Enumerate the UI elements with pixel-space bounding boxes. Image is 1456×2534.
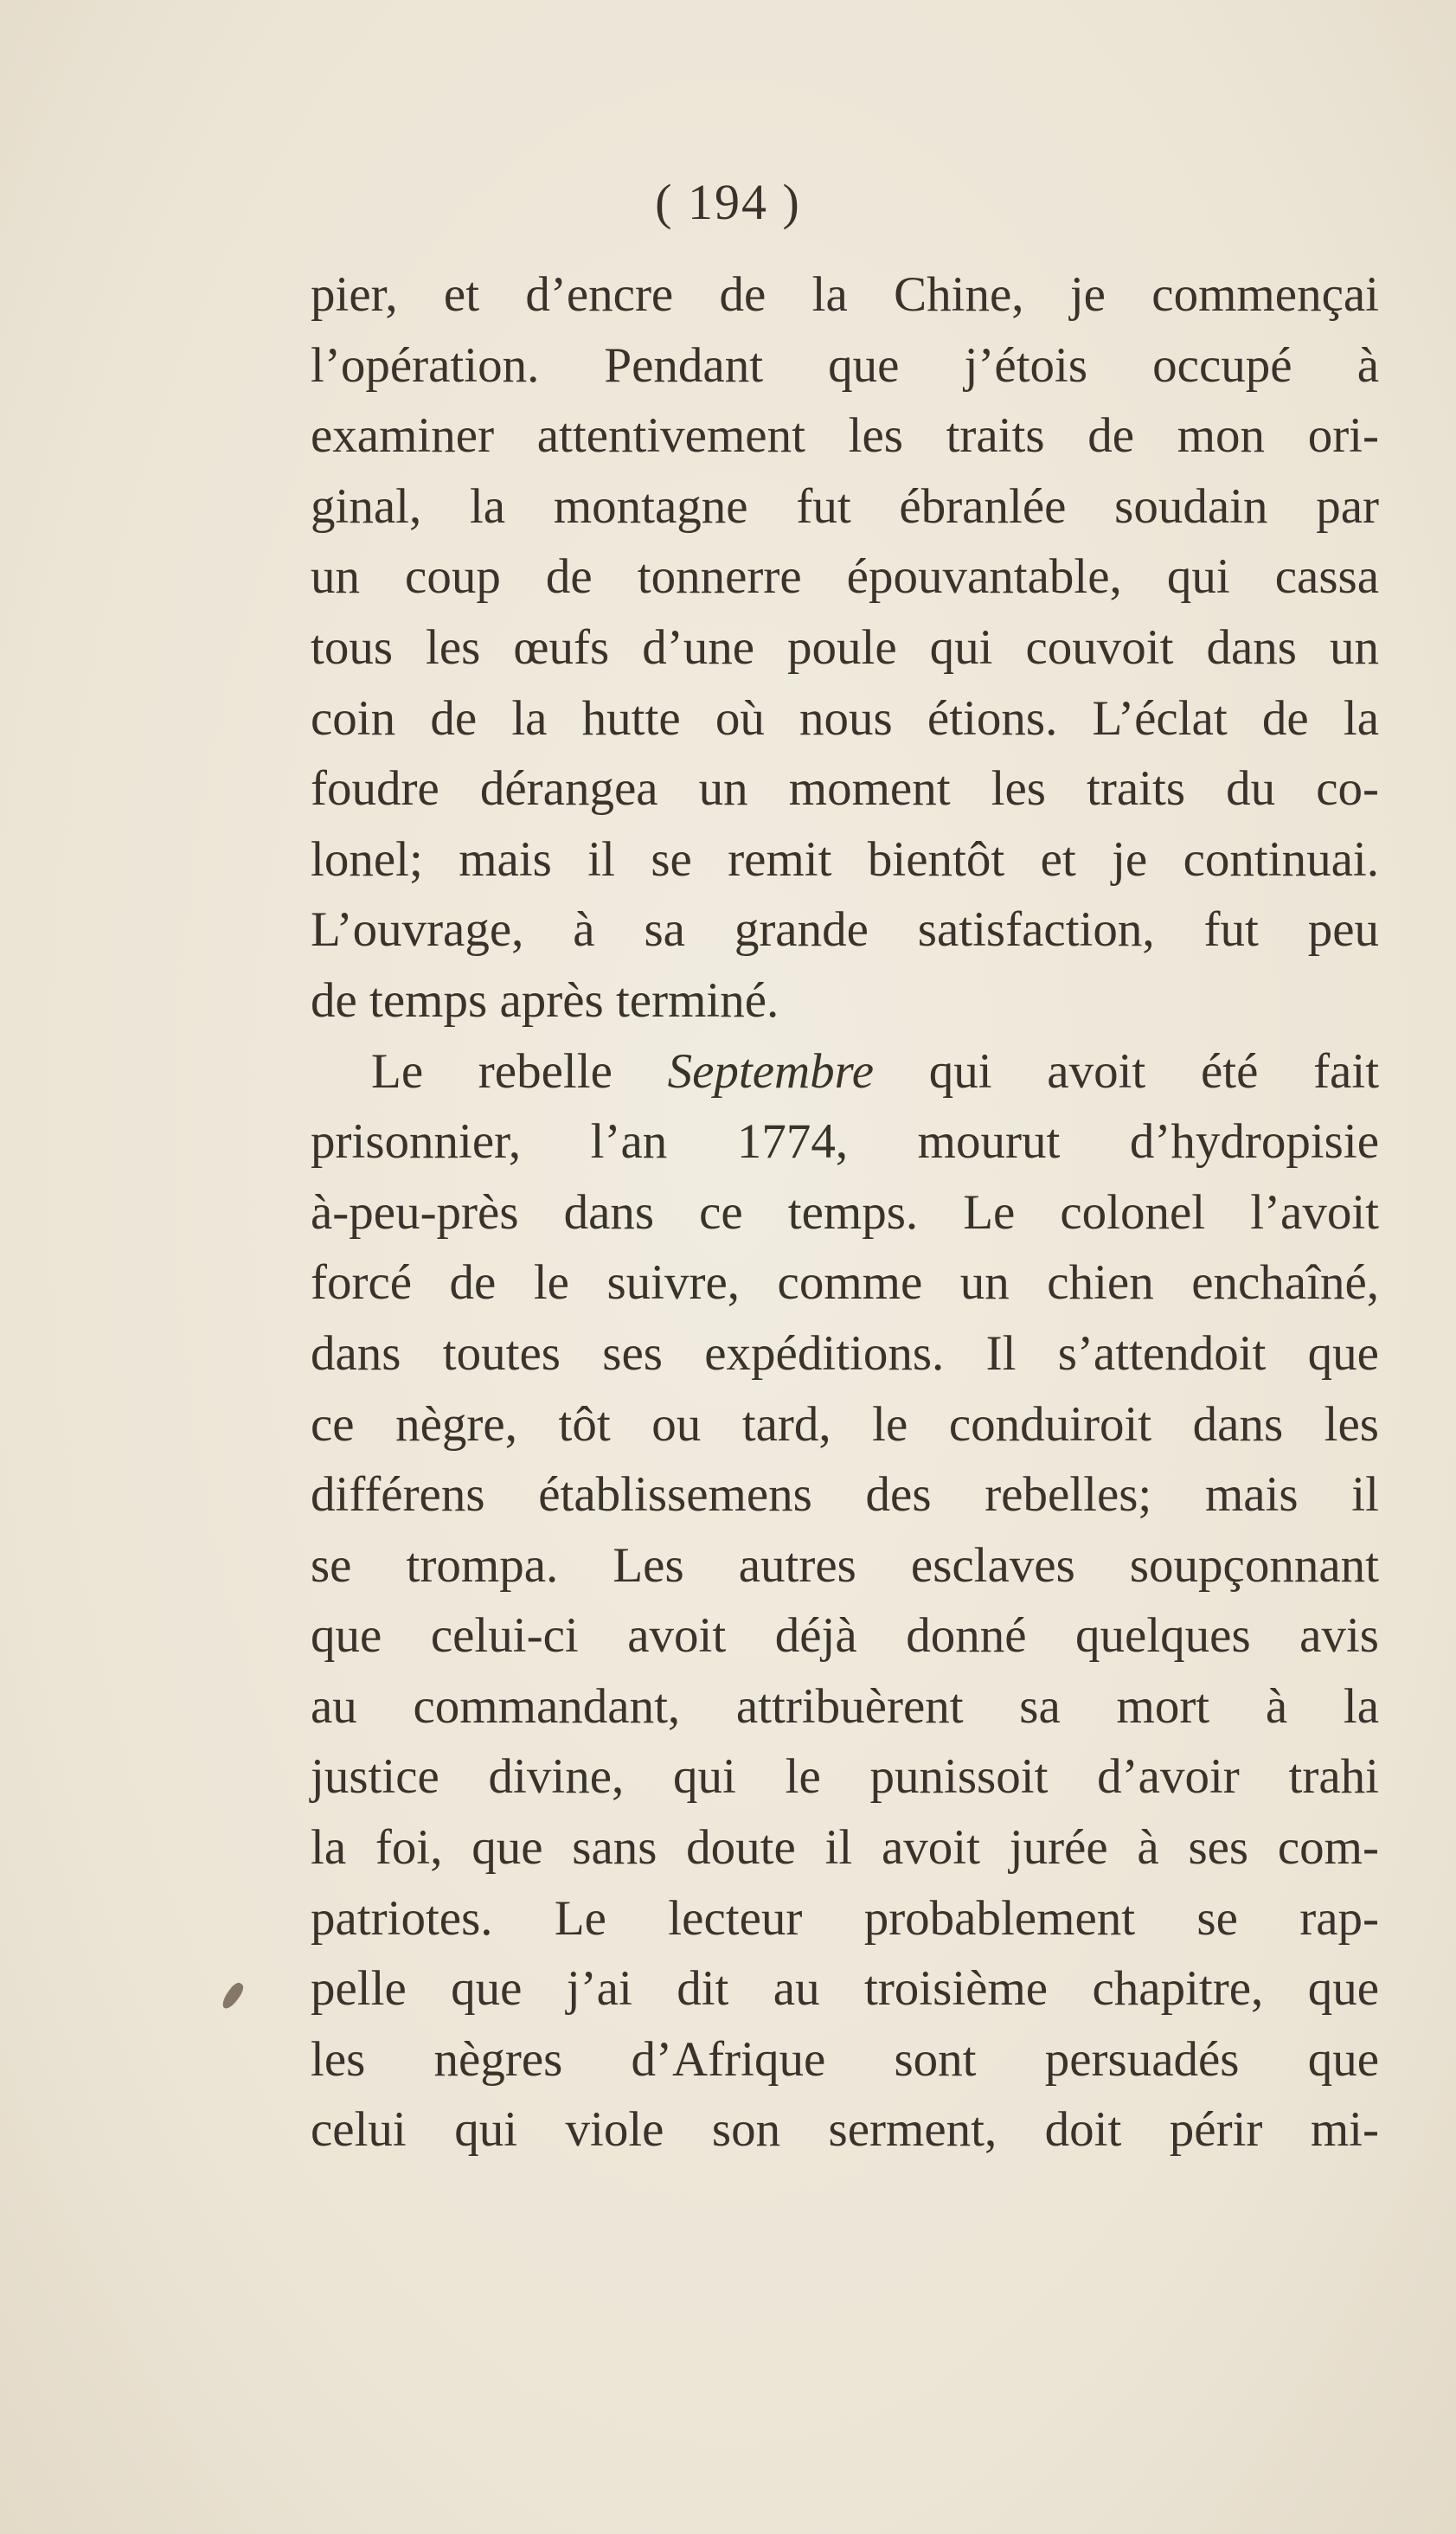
text-line: de temps après terminé. bbox=[311, 972, 779, 1028]
text-line: pier, et d’encre de la Chine, je commençai bbox=[311, 267, 1379, 322]
text-line: forcé de le suivre, comme un chien enchaîné, bbox=[311, 1255, 1379, 1311]
text-line: prisonnier, l’an 1774, mourut d’hydropisie bbox=[311, 1114, 1379, 1170]
text-line: patriotes. Le lecteur probablement se rap- bbox=[311, 1890, 1379, 1946]
page-text bbox=[311, 260, 1379, 2165]
text-line: pelle que j’ai dit au troisième chapitre, que bbox=[311, 1961, 1379, 2017]
text-run: Le rebelle bbox=[371, 1043, 613, 1099]
text-line: différens établissemens des rebelles; mais il bbox=[311, 1467, 1379, 1523]
text-line: justice divine, qui le punissoit d’avoir trahi bbox=[311, 1749, 1379, 1805]
page-number: ( 194 ) bbox=[655, 174, 801, 230]
text-line: un coup de tonnerre épouvantable, qui cassa bbox=[311, 549, 1379, 605]
paragraph-first-line bbox=[311, 1036, 1379, 1107]
text-line: les nègres d’Afrique sont persuadés que bbox=[311, 2031, 1379, 2087]
text-line: celui qui viole son serment, doit périr mi- bbox=[311, 2102, 1379, 2158]
text-line: que celui-ci avoit déjà donné quelques avis bbox=[311, 1608, 1379, 1664]
text-line: la foi, que sans doute il avoit jurée à ses com- bbox=[311, 1820, 1379, 1876]
ink-blot bbox=[220, 1980, 247, 2011]
text-line: coin de la hutte où nous étions. L’éclat de la bbox=[311, 690, 1379, 746]
text-line: se trompa. Les autres esclaves soupçonnant bbox=[311, 1537, 1379, 1593]
text-line: dans toutes ses expéditions. Il s’attendoit que bbox=[311, 1325, 1379, 1381]
text-line: L’ouvrage, à sa grande satisfaction, fut peu bbox=[311, 902, 1379, 958]
text-line: lonel; mais il se remit bientôt et je continuai. bbox=[311, 831, 1379, 887]
text-line: à-peu-près dans ce temps. Le colonel l’avoit bbox=[311, 1184, 1379, 1240]
text-line: examiner attentivement les traits de mon ori- bbox=[311, 408, 1379, 464]
text-run: qui avoit été fait bbox=[928, 1043, 1380, 1099]
text-line: foudre dérangea un moment les traits du co- bbox=[311, 761, 1379, 817]
italic-name: Septembre bbox=[667, 1043, 875, 1099]
text-line: ce nègre, tôt ou tard, le conduiroit dans les bbox=[311, 1396, 1379, 1452]
text-line: l’opération. Pendant que j’étois occupé à bbox=[311, 337, 1379, 393]
text-line: au commandant, attribuèrent sa mort à la bbox=[311, 1678, 1379, 1734]
text-line: tous les œufs d’une poule qui couvoit dans un bbox=[311, 619, 1379, 675]
text-line: ginal, la montagne fut ébranlée soudain par bbox=[311, 478, 1379, 534]
